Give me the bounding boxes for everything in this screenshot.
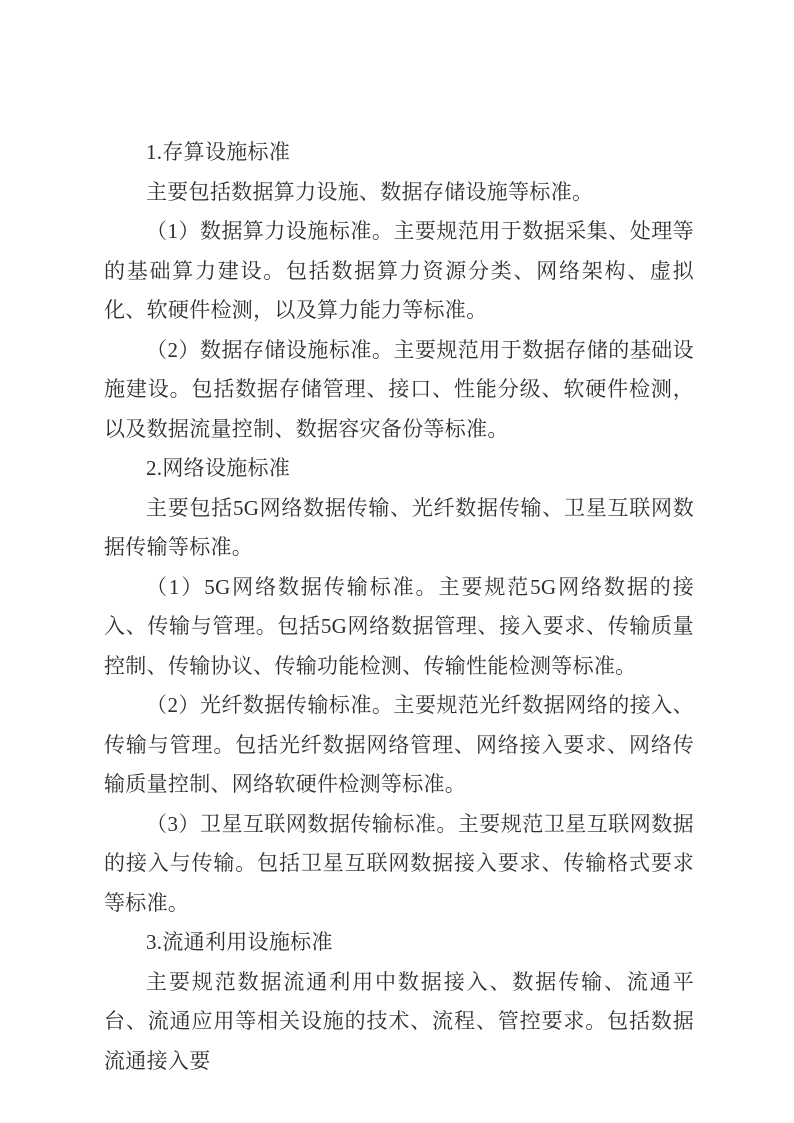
section-heading-2: 2.网络设施标准	[146, 456, 291, 480]
paragraph: （1）数据算力设施标准。主要规范用于数据采集、处理等的基础算力建设。包括数据算力资源分类、网络架构、虚拟化、软硬件检测，以及算力能力等标准。	[104, 219, 694, 322]
paragraph: （2）数据存储设施标准。主要规范用于数据存储的基础设施建设。包括数据存储管理、接口、性能分级、软硬件检测，以及数据流量控制、数据容灾备份等标准。	[104, 337, 694, 441]
document-body	[104, 133, 694, 1081]
section-heading-1: 1.存算设施标准	[146, 140, 291, 164]
section-heading-3: 3.流通利用设施标准	[146, 930, 333, 954]
paragraph: 主要包括数据算力设施、数据存储设施等标准。	[146, 179, 594, 204]
paragraph: （3）卫星互联网数据传输标准。主要规范卫星互联网数据的接入与传输。包括卫星互联网数据接入要求、传输格式要求等标准。	[104, 811, 694, 915]
paragraph: 主要包括5G网络数据传输、光纤数据传输、卫星互联网数据传输等标准。	[104, 495, 694, 559]
paragraph: 主要规范数据流通利用中数据接入、数据传输、流通平台、流通应用等相关设施的技术、流程、管控要求。包括数据流通接入要	[104, 969, 694, 1073]
paragraph: （2）光纤数据传输标准。主要规范光纤数据网络的接入、传输与管理。包括光纤数据网络管理、网络接入要求、网络传输质量控制、网络软硬件检测等标准。	[104, 693, 694, 796]
paragraph: （1）5G网络数据传输标准。主要规范5G网络数据的接入、传输与管理。包括5G网络数据管理、接入要求、传输质量控制、传输协议、传输功能检测、传输性能检测等标准。	[104, 574, 694, 678]
